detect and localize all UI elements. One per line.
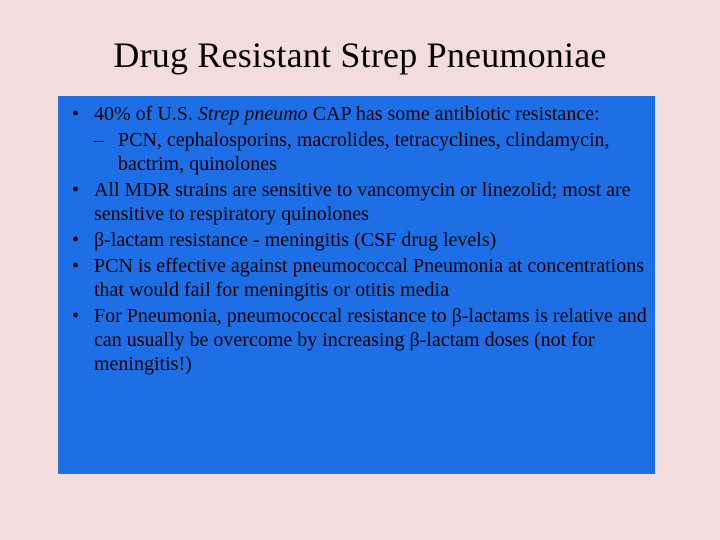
bullet-dot-icon: •	[72, 103, 80, 125]
bullet-list	[58, 96, 654, 376]
slide-title: Drug Resistant Strep Pneumoniae	[113, 35, 607, 75]
bullet-dot-icon: •	[72, 179, 80, 201]
bullet-text: For Pneumonia, pneumococcal resistance to β-lactams is relative and can usually be overcome by increasing β-lactam doses (not for meningitis!)	[94, 305, 647, 375]
bullet-item	[58, 102, 654, 126]
bullet-item	[58, 178, 654, 226]
bullet-text: PCN is effective against pneumococcal Pneumonia at concentrations that would fail for meningitis or otitis media	[94, 255, 645, 301]
dash-icon: –	[94, 129, 104, 151]
bullet-text: All MDR strains are sensitive to vancomycin or linezolid; most are sensitive to respiratory quinolones	[94, 179, 631, 225]
bullet-text: β-lactam resistance - meningitis (CSF drug levels)	[94, 229, 497, 251]
bullet-italic-text: Strep pneumo	[197, 103, 308, 125]
bullet-item	[58, 254, 654, 302]
content-box	[58, 96, 655, 474]
sub-bullet-item	[58, 128, 638, 176]
bullet-dot-icon: •	[72, 229, 80, 251]
sub-bullet-text: PCN, cephalosporins, macrolides, tetracyclines, clindamycin, bactrim, quinolones	[118, 129, 610, 175]
bullet-text: 40% of U.S.	[94, 103, 198, 125]
bullet-dot-icon: •	[72, 305, 80, 327]
bullet-item	[58, 304, 654, 376]
bullet-text: CAP has some antibiotic resistance:	[307, 103, 600, 125]
bullet-item	[58, 228, 654, 252]
bullet-dot-icon: •	[72, 255, 80, 277]
